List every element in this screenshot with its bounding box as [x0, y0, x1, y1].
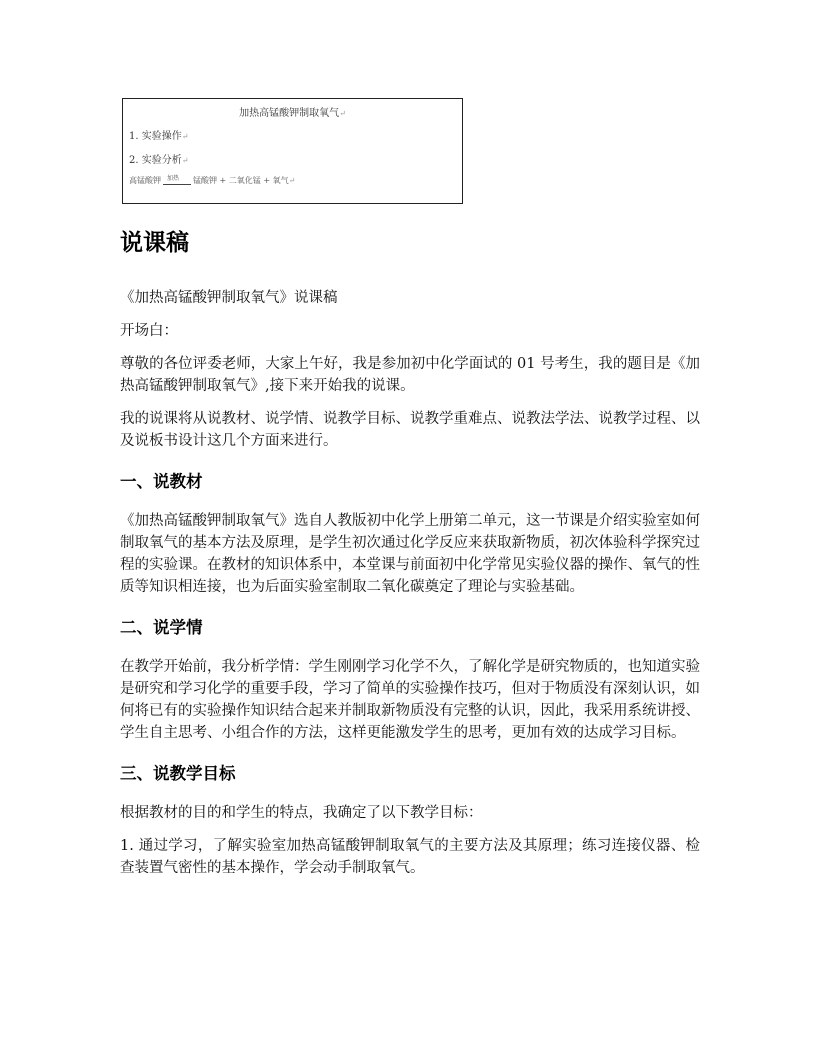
section-heading-students: 二、说学情 — [120, 618, 203, 637]
document-body — [120, 226, 700, 890]
opening-label: 开场白： — [120, 323, 178, 339]
intro-paragraph: 尊敬的各位评委老师，大家上午好，我是参加初中化学面试的 01 号考生，我的题目是《加热高锰酸钾制取氧气》,接下来开始我的说课。 — [120, 356, 700, 394]
section-goals-intro: 根据教材的目的和学生的特点，我确定了以下教学目标： — [120, 805, 483, 821]
board-reaction-equation: 高锰酸钾 加热 锰酸钾 + 二氧化锰 + 氧气↵ — [129, 174, 296, 185]
board-item-operation: 1. 实验操作↵ — [129, 131, 189, 142]
products: 锰酸钾 + 二氧化锰 + 氧气 — [193, 176, 289, 185]
blackboard-design-image — [122, 98, 463, 204]
goal-item-1: 1. 通过学习，了解实验室加热高锰酸钾制取氧气的主要方法及其原理；练习连接仪器、检查装置气密性的基本操作，学会动手制取氧气。 — [120, 838, 700, 876]
overview-paragraph: 我的说课将从说教材、说学情、说教学目标、说教学重难点、说教法学法、说教学过程、以及说板书设计这几个方面来进行。 — [120, 411, 700, 449]
section-heading-goals: 三、说教学目标 — [120, 764, 236, 783]
doc-subtitle: 《加热高锰酸钾制取氧气》说课稿 — [120, 290, 338, 306]
section-textbook-paragraph: 《加热高锰酸钾制取氧气》选自人教版初中化学上册第二单元，这一节课是介绍实验室如何制取氧气的基本方法及原理，是学生初次通过化学反应来获取新物质，初次体验科学探究过程的实验课。在教材的知识体系中，本堂课与前面初中化学常见实验仪器的操作、氧气的性质等知识相连接，也为后面实验室制取二氧化碳奠定了理论与实验基础。 — [120, 513, 700, 595]
section-students-paragraph: 在教学开始前，我分析学情：学生刚刚学习化学不久，了解化学是研究物质的，也知道实验是研究和学习化学的重要手段，学习了简单的实验操作技巧，但对于物质没有深刻认识，如何将已有的实验操作知识结合起来并制取新物质没有完整的认识，因此，我采用系统讲授、学生自主思考、小组合作的方法，这样更能激发学生的思考，更加有效的达成学习目标。 — [120, 659, 700, 741]
board-title: 加热高锰酸钾制取氧气↵ — [239, 108, 346, 119]
reaction-arrow: 加热 — [163, 178, 191, 185]
reactant: 高锰酸钾 — [129, 176, 161, 185]
page-title: 说课稿 — [120, 230, 189, 256]
board-item-analysis: 2. 实验分析↵ — [129, 155, 189, 166]
section-heading-textbook: 一、说教材 — [120, 472, 203, 491]
